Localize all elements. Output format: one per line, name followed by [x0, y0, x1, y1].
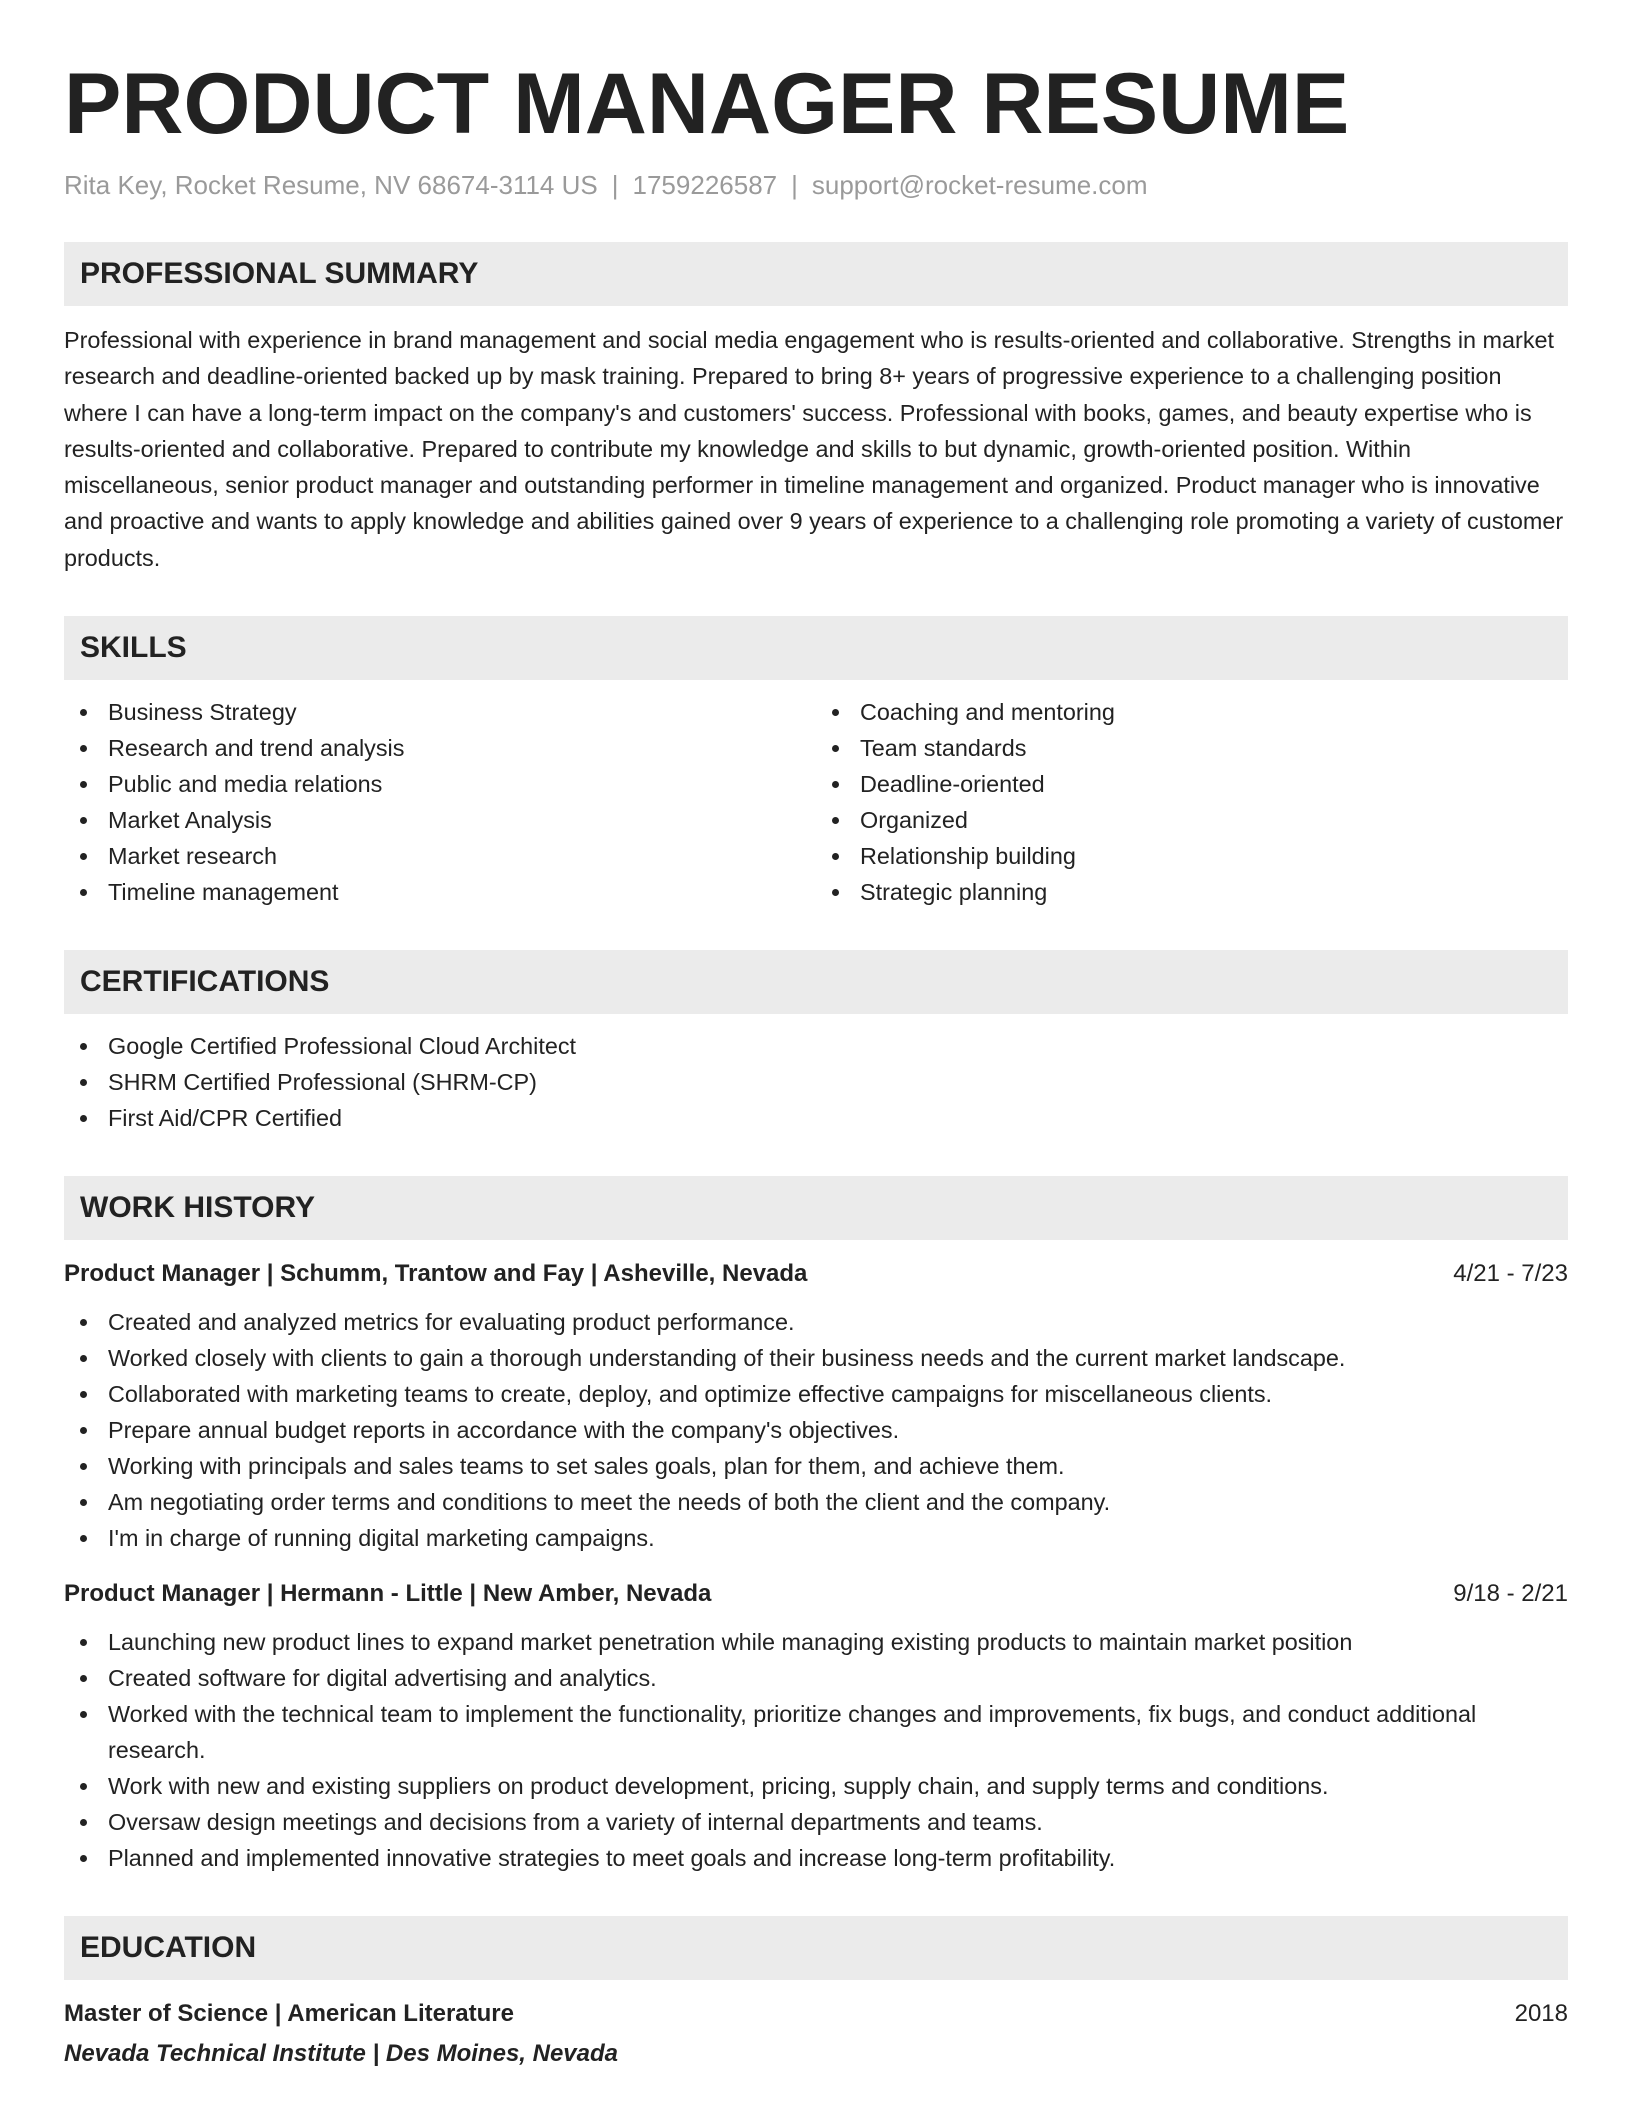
education-school: Nevada Technical Institute | Des Moines, Nevada [64, 2040, 619, 2068]
skills-heading: SKILLS [80, 631, 187, 665]
job-bullet: Launching new product lines to expand market penetration while managing existing products to maintain market position [64, 1624, 1568, 1660]
job-bullet: Work with new and existing suppliers on product development, pricing, supply chain, and supply terms and conditions. [64, 1768, 1568, 1804]
job-bullets [64, 1624, 1568, 1876]
work-history-section-header [64, 1176, 1568, 1240]
job-header [64, 1258, 1568, 1290]
contact-address: Rita Key, Rocket Resume, NV 68674-3114 US [64, 170, 598, 200]
skill-item: Market research [64, 838, 816, 874]
education-degree: Master of Science | American Literature [64, 2000, 514, 2028]
skill-item: Deadline-oriented [816, 766, 1568, 802]
job-bullet: Worked closely with clients to gain a thorough understanding of their business needs and the current market landscape. [64, 1340, 1568, 1376]
job-bullet: Planned and implemented innovative strategies to meet goals and increase long-term profitability. [64, 1840, 1568, 1876]
job-bullet: Created software for digital advertising and analytics. [64, 1660, 1568, 1696]
education-section-header [64, 1916, 1568, 1980]
skill-item: Research and trend analysis [64, 730, 816, 766]
certification-item: SHRM Certified Professional (SHRM-CP) [64, 1064, 1568, 1100]
job-bullet: Oversaw design meetings and decisions from a variety of internal departments and teams. [64, 1804, 1568, 1840]
contact-separator: | [611, 170, 619, 200]
certifications-list [64, 1028, 1568, 1136]
certification-item: First Aid/CPR Certified [64, 1100, 1568, 1136]
work-history-heading: WORK HISTORY [80, 1191, 316, 1225]
skill-item: Business Strategy [64, 694, 816, 730]
job-bullet: Prepare annual budget reports in accordance with the company's objectives. [64, 1412, 1568, 1448]
contact-phone: 1759226587 [632, 170, 778, 200]
summary-section-header [64, 242, 1568, 306]
job-title: Product Manager | Schumm, Trantow and Fay | Asheville, Nevada [64, 1260, 808, 1288]
job-bullet: Created and analyzed metrics for evaluating product performance. [64, 1304, 1568, 1340]
certification-item: Google Certified Professional Cloud Architect [64, 1028, 1568, 1064]
job-title: Product Manager | Hermann - Little | New Amber, Nevada [64, 1580, 712, 1608]
skill-item: Organized [816, 802, 1568, 838]
skills-list [64, 694, 1568, 910]
skills-column-right [816, 694, 1568, 910]
education-year: 2018 [1514, 2000, 1568, 2028]
job-bullet: Worked with the technical team to implement the functionality, prioritize changes and improvements, fix bugs, and conduct additional research. [64, 1696, 1568, 1768]
summary-heading: PROFESSIONAL SUMMARY [80, 257, 479, 290]
skill-item: Strategic planning [816, 874, 1568, 910]
job-bullet: Working with principals and sales teams to set sales goals, plan for them, and achieve them. [64, 1448, 1568, 1484]
skills-section-header [64, 616, 1568, 680]
skill-item: Team standards [816, 730, 1568, 766]
summary-text: Professional with experience in brand management and social media engagement who is results-oriented and collaborative. Strengths in market research and deadline-oriented backed up by mask training. Prepared to bring 8+ years of progressive experience to a challenging position where I can have a long-term impact on the company's and customers' success. Professional with books, games, and beauty expertise who is results-oriented and collaborative. Prepared to contribute my knowledge and skills to but dynamic, growth-oriented position. Within miscellaneous, senior product manager and outstanding performer in timeline management and organized. Product manager who is innovative and proactive and wants to apply knowledge and abilities gained over 9 years of experience to a challenging role promoting a variety of customer products. [64, 327, 1564, 571]
skill-item: Relationship building [816, 838, 1568, 874]
certifications-section-header [64, 950, 1568, 1014]
contact-email: support@rocket-resume.com [811, 170, 1148, 200]
certifications-heading: CERTIFICATIONS [80, 965, 330, 999]
job-bullet: Collaborated with marketing teams to create, deploy, and optimize effective campaigns for miscellaneous clients. [64, 1376, 1568, 1412]
job-bullet: Am negotiating order terms and conditions to meet the needs of both the client and the company. [64, 1484, 1568, 1520]
education-header [64, 1998, 1568, 2030]
job-bullets [64, 1304, 1568, 1556]
education-heading: EDUCATION [80, 1931, 257, 1965]
skills-column-left [64, 694, 816, 910]
skill-item: Coaching and mentoring [816, 694, 1568, 730]
skill-item: Public and media relations [64, 766, 816, 802]
contact-separator: | [791, 170, 798, 200]
job-bullet: I'm in charge of running digital marketing campaigns. [64, 1520, 1568, 1556]
job-dates: 9/18 - 2/21 [1453, 1580, 1568, 1608]
skill-item: Timeline management [64, 874, 816, 910]
resume-title: PRODUCT MANAGER RESUME [64, 56, 1350, 152]
job-header [64, 1578, 1568, 1610]
job-dates: 4/21 - 7/23 [1453, 1260, 1568, 1288]
contact-line [64, 168, 1568, 202]
skill-item: Market Analysis [64, 802, 816, 838]
